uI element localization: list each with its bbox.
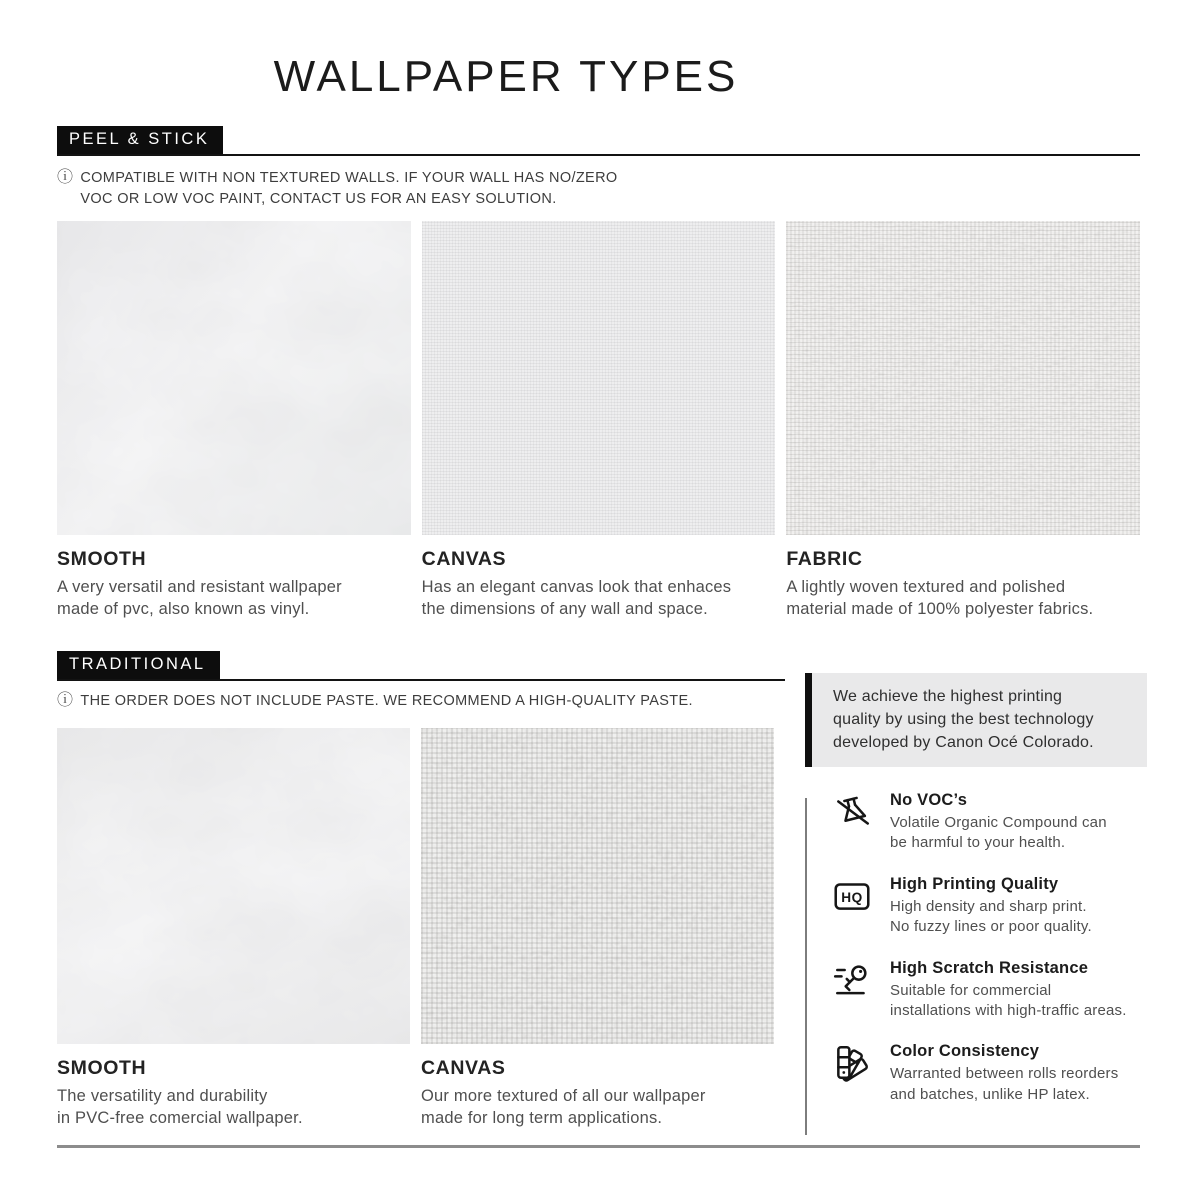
feature-high-printing-quality [831,875,1149,938]
note-line: VOC OR LOW VOC PAINT, CONTACT US FOR AN EASY SOLUTION. [80,190,557,207]
section-badge-traditional: TRADITIONAL [57,651,220,679]
swatch-card-canvas [421,728,774,1130]
texture-sample-fabric [786,221,1140,535]
info-icon: ⓘ [57,692,74,709]
feature-description: Warranted between rolls reorders and batches, unlike HP latex. [890,1065,1119,1103]
swatch-label: CANVAS [421,1057,506,1079]
feature-high-scratch-resistance [831,959,1149,1022]
feature-color-consistency [831,1042,1149,1105]
texture-sample-smooth [57,728,410,1044]
key-icon [831,959,873,1001]
printing-quality-quote [805,673,1147,767]
note-line: THE ORDER DOES NOT INCLUDE PASTE. WE RECOMMEND A HIGH-QUALITY PASTE. [80,693,693,709]
no-voc-icon [831,791,873,833]
swatch-description: A lightly woven textured and polished material made of 100% polyester fabrics. [786,578,1094,618]
swatch-card-fabric [786,221,1140,621]
section-badge-peel-stick: PEEL & STICK [57,126,223,154]
swatch-label: FABRIC [786,548,863,570]
texture-sample-smooth [57,221,411,535]
quote-line: We achieve the highest printing [833,688,1063,705]
quote-line: quality by using the best technology [833,711,1094,729]
swatch-description: The versatility and durability in PVC-free comercial wallpaper. [57,1087,303,1127]
note-peel-stick [57,168,618,209]
feature-description: High density and sharp print. No fuzzy lines or poor quality. [890,897,1092,936]
swatch-description: Has an elegant canvas look that enhaces the dimensions of any wall and space. [421,578,732,618]
texture-sample-canvas [421,728,774,1044]
feature-title: No VOC’s [890,791,968,809]
note-traditional [57,691,693,712]
swatch-fan-icon [831,1042,873,1084]
swatch-row-traditional [57,728,774,1130]
swatch-label: SMOOTH [57,1057,147,1079]
feature-title: Color Consistency [890,1042,1040,1061]
swatch-card-canvas [422,221,776,621]
texture-sample-canvas [422,221,776,535]
feature-description: Volatile Organic Compound can be harmful to your health. [890,814,1107,852]
note-text [80,168,617,209]
feature-title: High Scratch Resistance [890,958,1089,977]
swatch-label: SMOOTH [57,548,147,570]
info-icon: ⓘ [57,169,74,186]
note-text [80,691,692,712]
swatch-card-smooth [57,728,410,1130]
features-divider-line [805,798,807,1135]
feature-description: Suitable for commercial installations with high-traffic areas. [890,981,1127,1019]
page-title: WALLPAPER TYPES [273,52,739,101]
quote-line: developed by Canon Océ Colorado. [833,734,1094,752]
hq-icon [831,875,873,917]
feature-title: High Printing Quality [890,874,1059,893]
bottom-divider-line [57,1145,1140,1148]
swatch-card-smooth [57,221,411,621]
swatch-row-peel-stick [57,221,1140,621]
hq-icon-label: HQ [841,889,863,905]
section-header-peel-stick [57,126,1140,156]
note-line: COMPATIBLE WITH NON TEXTURED WALLS. IF YOUR WALL HAS NO/ZERO [80,170,618,186]
swatch-label: CANVAS [421,548,507,570]
feature-no-voc [831,791,1149,854]
swatch-description: A very versatil and resistant wallpaper made of pvc, also known as vinyl. [57,578,342,618]
swatch-description: Our more textured of all our wallpaper made for long term applications. [421,1087,706,1127]
section-header-traditional [57,651,785,681]
feature-list [831,791,1149,1105]
